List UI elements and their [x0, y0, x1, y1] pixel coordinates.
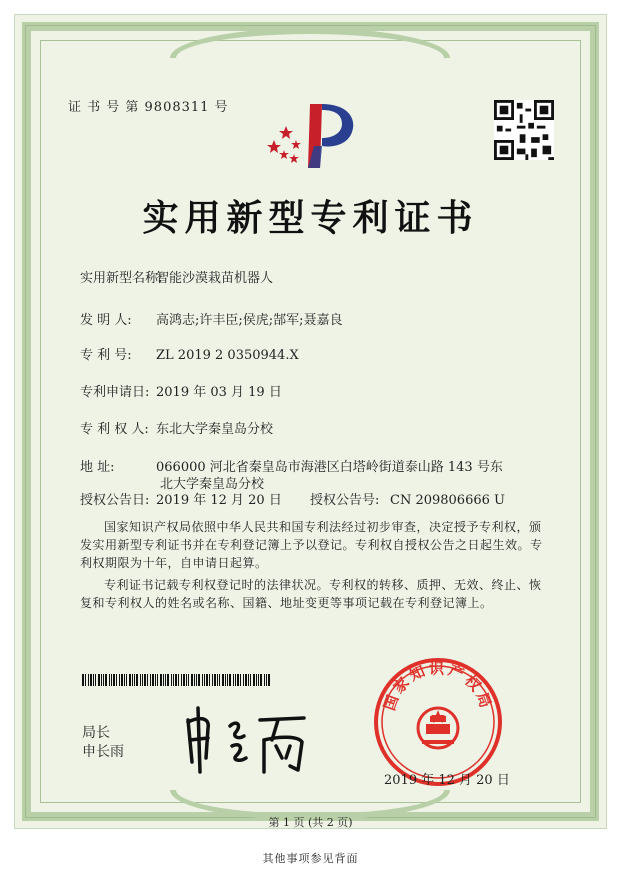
legal-paragraph-1: 国家知识产权局依照中华人民共和国专利法经过初步审查，决定授予专利权，颁发实用新型专利证书并在专利登记簿上予以登记。专利权自授权公告之日起生效。专利权期限为十年，自申请日起算。 — [80, 520, 543, 570]
filing-date-label: 专利申请日: — [80, 385, 150, 400]
filing-date: 2019 年 03 月 19 日 — [156, 385, 282, 400]
director-name: 申长雨 — [82, 744, 124, 760]
address-label: 地 址: — [80, 460, 115, 475]
director-title: 局长 — [82, 725, 110, 741]
footer-note: 其他事项参见背面 — [262, 852, 359, 865]
grant-number: CN 209806666 U — [390, 493, 505, 508]
inventors: 高鸿志;许丰臣;侯虎;郜军;聂嘉良 — [156, 313, 343, 328]
patentee: 东北大学秦皇岛分校 — [156, 422, 274, 437]
patent-number-label: 专 利 号: — [80, 348, 132, 363]
filing-date-row — [80, 381, 282, 400]
seal-text: 国家知识产权局 — [380, 659, 496, 713]
svg-text:国家知识产权局 — [380, 660, 495, 713]
director-signature-icon — [178, 700, 318, 780]
inventor-row — [80, 309, 343, 328]
grant-date-row — [80, 489, 282, 508]
certificate-number: 证 书 号 第 9808311 号 — [68, 100, 229, 115]
qr-code-icon — [494, 100, 554, 160]
patent-number-row — [80, 344, 299, 363]
utility-model-name-row — [80, 267, 273, 286]
inventor-label: 发 明 人: — [80, 313, 132, 328]
utility-model-name-label: 实用新型名称: — [80, 271, 163, 286]
grant-number-label: 授权公告号: — [310, 493, 380, 508]
grant-date: 2019 年 12 月 20 日 — [156, 493, 282, 508]
patentee-label: 专 利 权 人: — [80, 422, 149, 437]
page-number: 第 1 页 (共 2 页) — [268, 816, 353, 829]
barcode-icon — [82, 674, 272, 686]
patent-number: ZL 2019 2 0350944.X — [156, 348, 299, 363]
certificate-title: 实用新型专利证书 — [142, 197, 479, 239]
grant-number-row — [310, 489, 505, 508]
grant-date-label: 授权公告日: — [80, 493, 150, 508]
address-row — [80, 456, 503, 475]
patentee-row — [80, 418, 273, 437]
legal-paragraph-2: 专利证书记载专利权登记时的法律状况。专利权的转移、质押、无效、终止、恢复和专利权人的姓名或名称、国籍、地址变更等事项记载在专利登记簿上。 — [80, 578, 542, 610]
seal-date: 2019 年 12 月 20 日 — [384, 773, 510, 788]
address-line-2: 北大学秦皇岛分校 — [160, 477, 265, 492]
utility-model-name: 智能沙漠栽苗机器人 — [156, 271, 274, 286]
address-line-1: 066000 河北省秦皇岛市海港区白塔岭街道泰山路 143 号东 — [156, 460, 503, 475]
cnipa-logo-icon — [262, 96, 362, 176]
